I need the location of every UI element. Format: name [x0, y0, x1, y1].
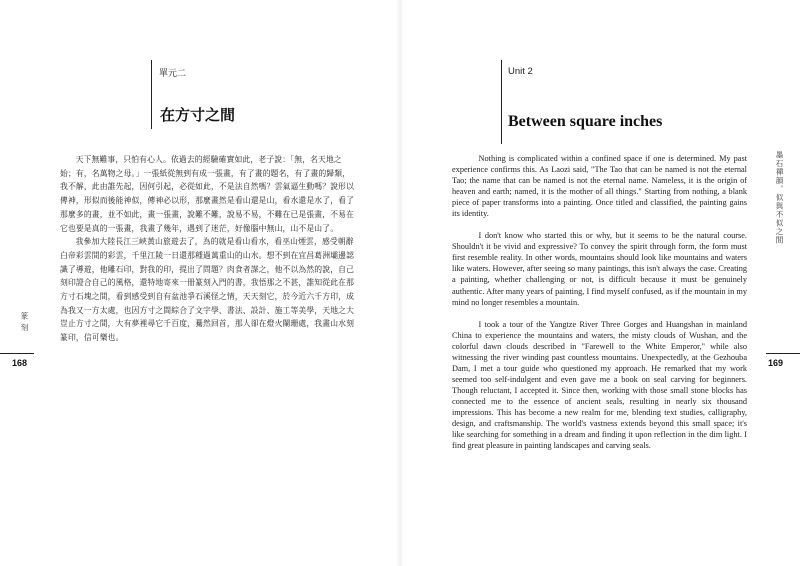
paragraph-zh-2: 我參加大陸長江三峽黃山旅遊去了，為的就是看山看水，看巫山煙雲，感受朝辭白帝彩雲間的彩雲，千里江陵一日還那種過萬重山的山水。想不到在宜昌葛洲壩邊認識了導遊，他雕石印，對我的印，提出了問題？肉食者謀之，他不以為然的說，自己刻印證合自己的風格，還特地寄來一冊篆刻入門的書，我悟那之不甚，誰知從此在那方寸石塊之間，看到感受到自有盆池爭石溪怪之情，天天刻它，於今近六千方印，成為我又一方太處，也因方寸之間綜合了文字學、書法、設計、施工等美學，天地之大豈止方寸之間，大有夢裡尋它千百度，驀然回首，那人卻在燈火闌珊處，我畫山水刻篆印，信可樂也。 [60, 237, 355, 343]
unit-label-zh: 單元二 [159, 69, 187, 79]
paragraph-en-1: Nothing is complicated within a confined space if one is determined. My past experience confirms this. As Laozi said, "The Tao that can be named is not the eternal Tao; the name that can be named is not the eternal name. Nameless, it is the origin of heaven and earth; named, it is the mother of all things." Starting from nothing, a blank piece of paper transforms into a painting. Once titled and classified, the painting gains its identity. [452, 154, 747, 219]
page-number-rule-right [766, 353, 800, 354]
paragraph-en-2: I don't know who started this or why, but it seems to be the natural course. Shouldn't it be vivid and expressive? To convey the spirit through form, the form must first resemble reality. In other words, mountains should look like mountains and waters like waters. However, after seeing so many paintings, this isn't always the case. Creating a painting, whether challenging or not, is difficult because it must be genuinely authentic. After many years of painting, I find myself confused, as if the mountain in my mind no longer resembles a mountain. [452, 231, 747, 307]
paragraph-en-3: I took a tour of the Yangtze River Three Gorges and Huangshan in mainland China to experience the mountains and waters, the misty clouds of Wushan, and the colorful dawn clouds described in "Farewell to the White Emperor," while also witnessing the river winding past countless mountains. Unexpectedly, at the Gezhouba Dam, I met a tour guide who questioned my approach. He remarked that my work seemed too self-indulgent and even gave me a book on seal carving for beginners. Though reluctant, I accepted it. Since then, working with those small stone blocks has connected me to the essence of ancient seals, resulting in nearly six thousand impressions. This has become a new realm for me, blending text studies, calligraphy, design, and craftsmanship. The world's vastness extends beyond this small space; it's like searching for something in a dream and finding it upon reflection in the dim light. I find great pleasure in painting landscapes and carving seals. [452, 319, 747, 451]
running-head-left: 篆刻 [20, 312, 29, 335]
chapter-title-en: Between square inches [508, 113, 663, 130]
unit-label-en: Unit 2 [508, 66, 533, 77]
gutter [396, 0, 404, 566]
paragraph-zh-1: 天下無難事，只怕有心人。依過去的經驗確實如此，老子說：「無，名天地之始；有，名萬物之母。」一張紙從無到有成一張畫，有了畫的題名，有了畫的歸類，我不解，此由誰先起，因何引起，必從如此，不是法自然嗎？雲氣逼生動嗎？說形以傳神，形似而後能神似，傳神必以形，那麼畫然是看山還是山，看水還是水了，看了那麼多的畫，並不如此，畫一張畫，說難不難，說易不易，不難在已是張畫，不易在它也要是真的一張畫，我畫了幾年，遇到了迷茫，好像腦中無山，山不是山了。 [60, 155, 355, 233]
body-text-en [452, 153, 747, 462]
title-vertical-rule-left [151, 60, 152, 129]
page-number-right: 169 [768, 358, 784, 368]
body-text-zh [60, 153, 356, 345]
chapter-title-zh: 在方寸之間 [160, 106, 236, 124]
title-vertical-rule-right [501, 60, 502, 144]
running-head-right: 墨石禪韻，似與不似之間 [775, 151, 784, 245]
page-number-rule-left [0, 353, 34, 354]
page-number-left: 168 [12, 358, 28, 368]
